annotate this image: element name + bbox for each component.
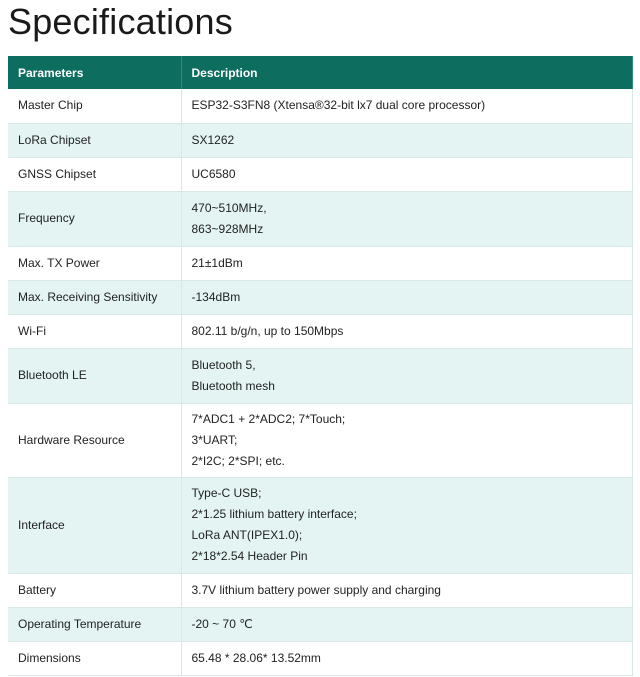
parameter-cell: Hardware Resource xyxy=(8,403,181,477)
table-row xyxy=(8,607,632,641)
parameter-cell: Wi-Fi xyxy=(8,314,181,348)
description-line: 2*1.25 lithium battery interface; xyxy=(191,507,357,521)
column-header-parameters: Parameters xyxy=(8,56,181,89)
description-line: 2*18*2.54 Header Pin xyxy=(191,549,308,563)
description-line: 7*ADC1 + 2*ADC2; 7*Touch; xyxy=(191,411,346,426)
table-row xyxy=(8,89,632,123)
parameter-cell: Interface xyxy=(8,477,181,573)
description-cell xyxy=(181,607,632,641)
description-line: Bluetooth mesh xyxy=(191,378,275,393)
description-line: -134dBm xyxy=(191,289,241,304)
table-row xyxy=(8,348,632,403)
table-row xyxy=(8,573,632,607)
parameter-cell: Frequency xyxy=(8,191,181,246)
description-line: Bluetooth 5, xyxy=(191,357,256,372)
table-header-row xyxy=(8,56,632,89)
parameter-cell: Max. Receiving Sensitivity xyxy=(8,280,181,314)
parameter-cell: Dimensions xyxy=(8,641,181,675)
description-cell xyxy=(181,191,632,246)
parameter-cell: Bluetooth LE xyxy=(8,348,181,403)
description-line: ESP32-S3FN8 (Xtensa®32-bit lx7 dual core processor) xyxy=(191,98,486,113)
description-cell xyxy=(181,157,632,191)
description-line: Type-C USB; xyxy=(191,486,262,500)
description-line: 470~510MHz, xyxy=(191,200,267,215)
parameter-cell: Master Chip xyxy=(8,89,181,123)
specifications-table xyxy=(8,56,633,676)
table-row xyxy=(8,477,632,573)
description-line: UC6580 xyxy=(191,166,236,181)
description-cell xyxy=(181,641,632,675)
table-body xyxy=(8,89,632,675)
description-line: SX1262 xyxy=(191,132,235,147)
table-row xyxy=(8,280,632,314)
description-line: 802.11 b/g/n, up to 150Mbps xyxy=(191,323,344,338)
description-line: LoRa ANT(IPEX1.0); xyxy=(191,528,303,542)
description-line: 863~928MHz xyxy=(191,221,264,236)
description-cell xyxy=(181,280,632,314)
table-row xyxy=(8,314,632,348)
description-line: -20 ~ 70 ℃ xyxy=(191,616,253,631)
table-row xyxy=(8,157,632,191)
table-row xyxy=(8,641,632,675)
description-cell xyxy=(181,314,632,348)
description-line: 2*I2C; 2*SPI; etc. xyxy=(191,453,285,468)
parameter-cell: LoRa Chipset xyxy=(8,123,181,157)
description-line: 3.7V lithium battery power supply and charging xyxy=(191,582,441,597)
description-line: 3*UART; xyxy=(191,432,238,447)
parameter-cell: Max. TX Power xyxy=(8,246,181,280)
table-row xyxy=(8,123,632,157)
description-cell xyxy=(181,348,632,403)
parameter-cell: Battery xyxy=(8,573,181,607)
description-cell xyxy=(181,403,632,477)
description-line: 21±1dBm xyxy=(191,255,243,270)
table-row xyxy=(8,246,632,280)
description-cell xyxy=(181,89,632,123)
page-title: Specifications xyxy=(8,1,233,42)
column-header-description: Description xyxy=(181,56,632,89)
table-row xyxy=(8,191,632,246)
description-cell xyxy=(181,123,632,157)
table-row xyxy=(8,403,632,477)
description-cell xyxy=(181,573,632,607)
parameter-cell: Operating Temperature xyxy=(8,607,181,641)
description-cell xyxy=(181,246,632,280)
description-line: 65.48 * 28.06* 13.52mm xyxy=(191,650,321,665)
parameter-cell: GNSS Chipset xyxy=(8,157,181,191)
description-cell xyxy=(181,477,632,573)
